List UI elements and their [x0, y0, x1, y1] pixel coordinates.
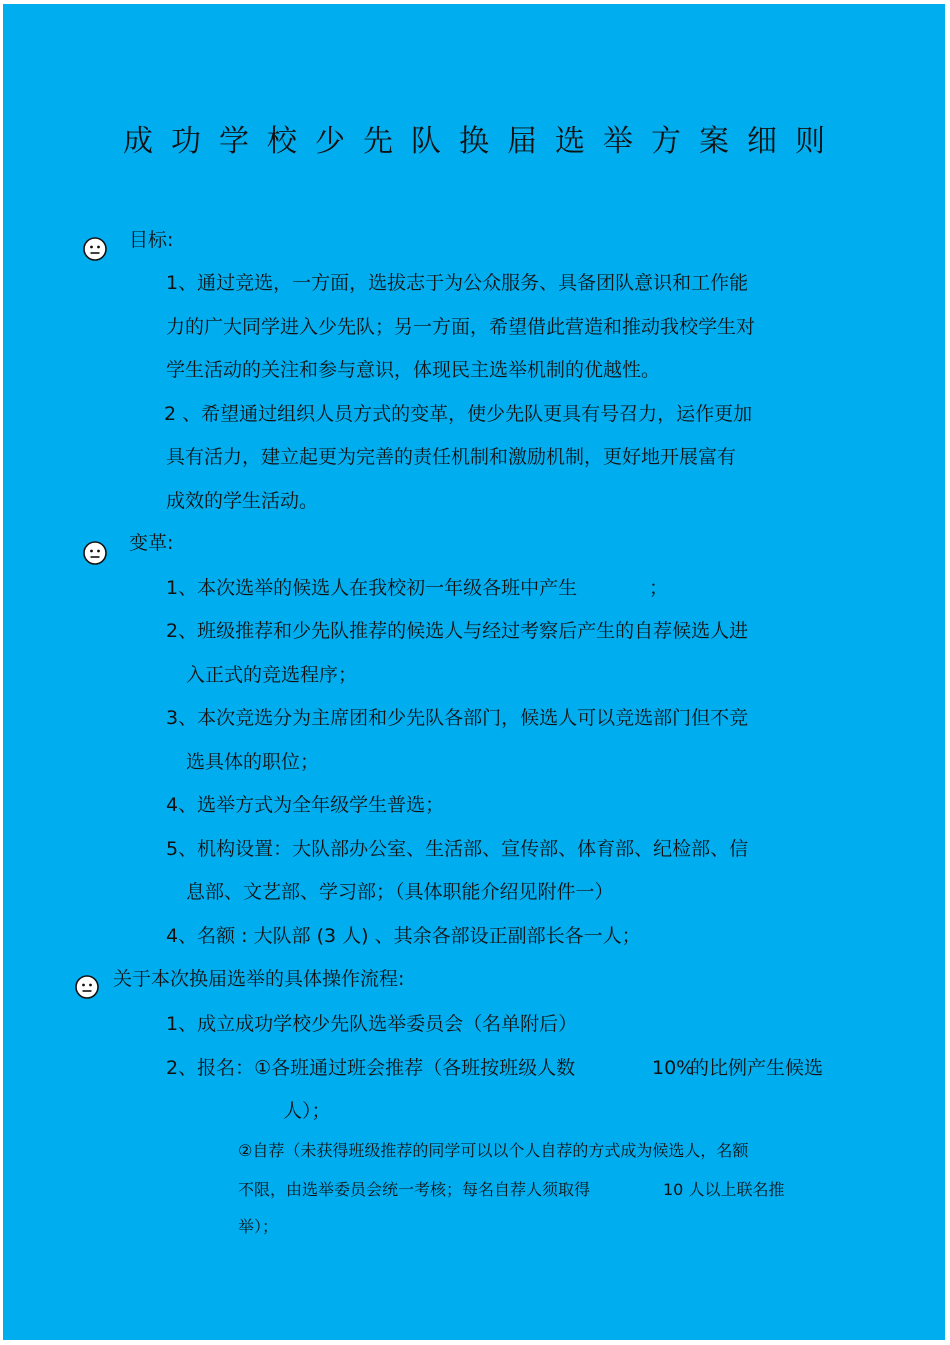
- section-procedure-heading: 关于本次换届选举的具体操作流程:: [113, 968, 405, 990]
- smiley-icon: [74, 974, 100, 1000]
- section-goal-heading: 目标:: [129, 229, 174, 251]
- list-item: 人）；: [283, 1100, 331, 1122]
- sub-item-line: ②自荐（未获得班级推荐的同学可以以个人自荐的方式成为候选人，名额: [238, 1141, 749, 1160]
- list-item: 2、报名：①各班通过班会推荐（各班按班级人数: [166, 1057, 576, 1079]
- paragraph-line: 学生活动的关注和参与意识，体现民主选举机制的优越性。: [166, 359, 661, 381]
- document-page: [3, 4, 945, 1340]
- sub-item-line: 举）；: [238, 1217, 279, 1236]
- list-item-punctuation: ；: [649, 577, 669, 599]
- list-item: 息部、文艺部、学习部；（具体职能介绍见附件一）: [186, 881, 614, 903]
- list-item: 入正式的竞选程序；: [186, 664, 358, 686]
- smiley-icon: [82, 236, 108, 262]
- list-item: 2、班级推荐和少先队推荐的候选人与经过考察后产生的自荐候选人进: [166, 620, 749, 642]
- sub-item-line: 不限，由选举委员会统一考核；每名自荐人须取得: [238, 1180, 591, 1199]
- paragraph-line: 成效的学生活动。: [166, 490, 319, 512]
- list-item: 选具体的职位；: [186, 751, 320, 773]
- document-title: 成功学校少先队换届选举方案细则: [123, 124, 843, 159]
- list-item: 4、名额 : 大队部 (3 人) 、其余各部设正副部长各一人；: [166, 925, 641, 947]
- list-item: 1、成立成功学校少先队选举委员会（名单附后）: [166, 1013, 578, 1035]
- sub-item-line: 10 人以上联名推: [663, 1180, 785, 1199]
- list-item-percent: 10%: [652, 1057, 695, 1079]
- list-item: 1、本次选举的候选人在我校初一年级各班中产生: [166, 577, 578, 599]
- smiley-icon: [82, 540, 108, 566]
- section-reform-heading: 变革:: [129, 532, 174, 554]
- list-item: 3、本次竞选分为主席团和少先队各部门，候选人可以竞选部门但不竞: [166, 707, 749, 729]
- paragraph-line: 具有活力，建立起更为完善的责任机制和激励机制，更好地开展富有: [166, 446, 737, 468]
- paragraph-line: 2 、希望通过组织人员方式的变革，使少先队更具有号召力，运作更加: [164, 403, 753, 425]
- paragraph-line: 力的广大同学进入少先队；另一方面，希望借此营造和推动我校学生对: [166, 316, 756, 338]
- list-item: 的比例产生候选: [690, 1057, 824, 1079]
- list-item: 4、选举方式为全年级学生普选；: [166, 794, 445, 816]
- paragraph-line: 1、通过竞选，一方面，选拔志于为公众服务、具备团队意识和工作能: [166, 272, 749, 294]
- list-item: 5、机构设置：大队部办公室、生活部、宣传部、体育部、纪检部、信: [166, 838, 749, 860]
